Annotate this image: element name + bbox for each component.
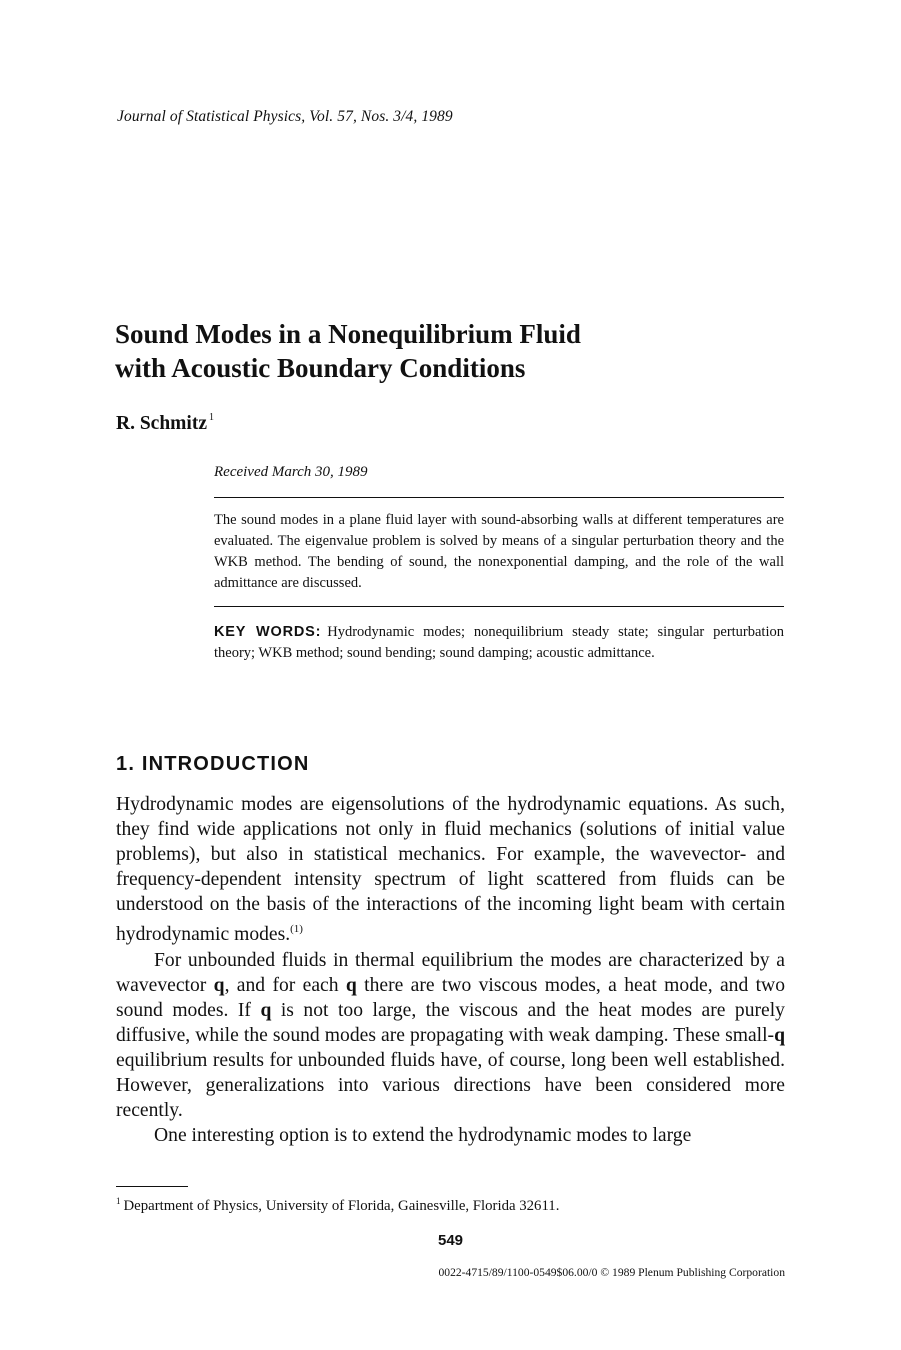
keywords-label: KEY WORDS: [214, 624, 322, 640]
paragraph-1 [116, 792, 785, 948]
author-footnote-mark: 1 [209, 412, 214, 423]
copyright-line: 0022-4715/89/1100-0549$06.00/0 © 1989 Plenum Publishing Corporation [438, 1266, 785, 1279]
vector-q: q [345, 974, 357, 996]
keywords-text: Hydrodynamic modes; nonequilibrium steady state; singular perturbation theory; WKB method; sound bending; sound damping; acoustic admittance. [214, 624, 784, 661]
paragraph-3: One interesting option is to extend the hydrodynamic modes to large [154, 1125, 692, 1147]
abstract-top-rule [214, 497, 784, 498]
received-date: Received March 30, 1989 [214, 464, 368, 480]
section-heading: 1. INTRODUCTION [116, 753, 310, 775]
title-line-1: Sound Modes in a Nonequilibrium Fluid [115, 319, 581, 349]
author [116, 412, 214, 435]
paragraph-1-text: Hydrodynamic modes are eigensolutions of the hydrodynamic equations. As such, they find wide applications not only in fluid mechanics (solutions of initial value problems), but also in statistical mechanics. For example, the wavevector- and frequency-dependent intensity spectrum of light scattered from fluids can be understood on the basis of the interactions of the incoming light beam with certain hydrodynamic modes. [116, 794, 785, 946]
paragraph-2-part-e: equilibrium results for unbounded fluids have, of course, long been well established. However, generalizations into various directions have been considered more recently. [116, 1049, 785, 1122]
article-title [115, 317, 815, 385]
footnote-mark: 1 [116, 1196, 121, 1206]
footnote [116, 1196, 559, 1215]
vector-q: q [774, 1024, 785, 1046]
reference-mark: (1) [290, 923, 303, 936]
paragraph-2-part-c: there are two viscous modes, a heat mode, and two sound modes. If [116, 974, 785, 1021]
page-number: 549 [437, 1232, 464, 1249]
keywords [214, 622, 784, 664]
abstract: The sound modes in a plane fluid layer with sound-absorbing walls at different temperatures are evaluated. The eigenvalue problem is solved by means of a singular perturbation theory and the WKB method. The bending of sound, the nonexponential damping, and the role of the wall admittance are discussed. [214, 512, 784, 591]
vector-q: q [213, 974, 225, 996]
paragraph-2 [116, 948, 785, 1124]
author-name: R. Schmitz [116, 413, 207, 434]
body-text [116, 792, 785, 1148]
vector-q: q [260, 999, 272, 1021]
paragraph-2-part-d: is not too large, the viscous and the heat modes are purely diffusive, while the sound modes are propagating with weak damping. These small- [116, 999, 785, 1046]
footnote-text: Department of Physics, University of Florida, Gainesville, Florida 32611. [123, 1198, 560, 1214]
paragraph-2-part-b: , and for each [224, 974, 346, 996]
paragraph-2-part-a: For unbounded fluids in thermal equilibrium the modes are characterized by a wavevector [116, 949, 785, 996]
footnote-rule [116, 1186, 188, 1187]
journal-citation: Journal of Statistical Physics, Vol. 57, Nos. 3/4, 1989 [117, 108, 453, 125]
abstract-bottom-rule [214, 606, 784, 607]
title-line-2: with Acoustic Boundary Conditions [115, 353, 526, 383]
